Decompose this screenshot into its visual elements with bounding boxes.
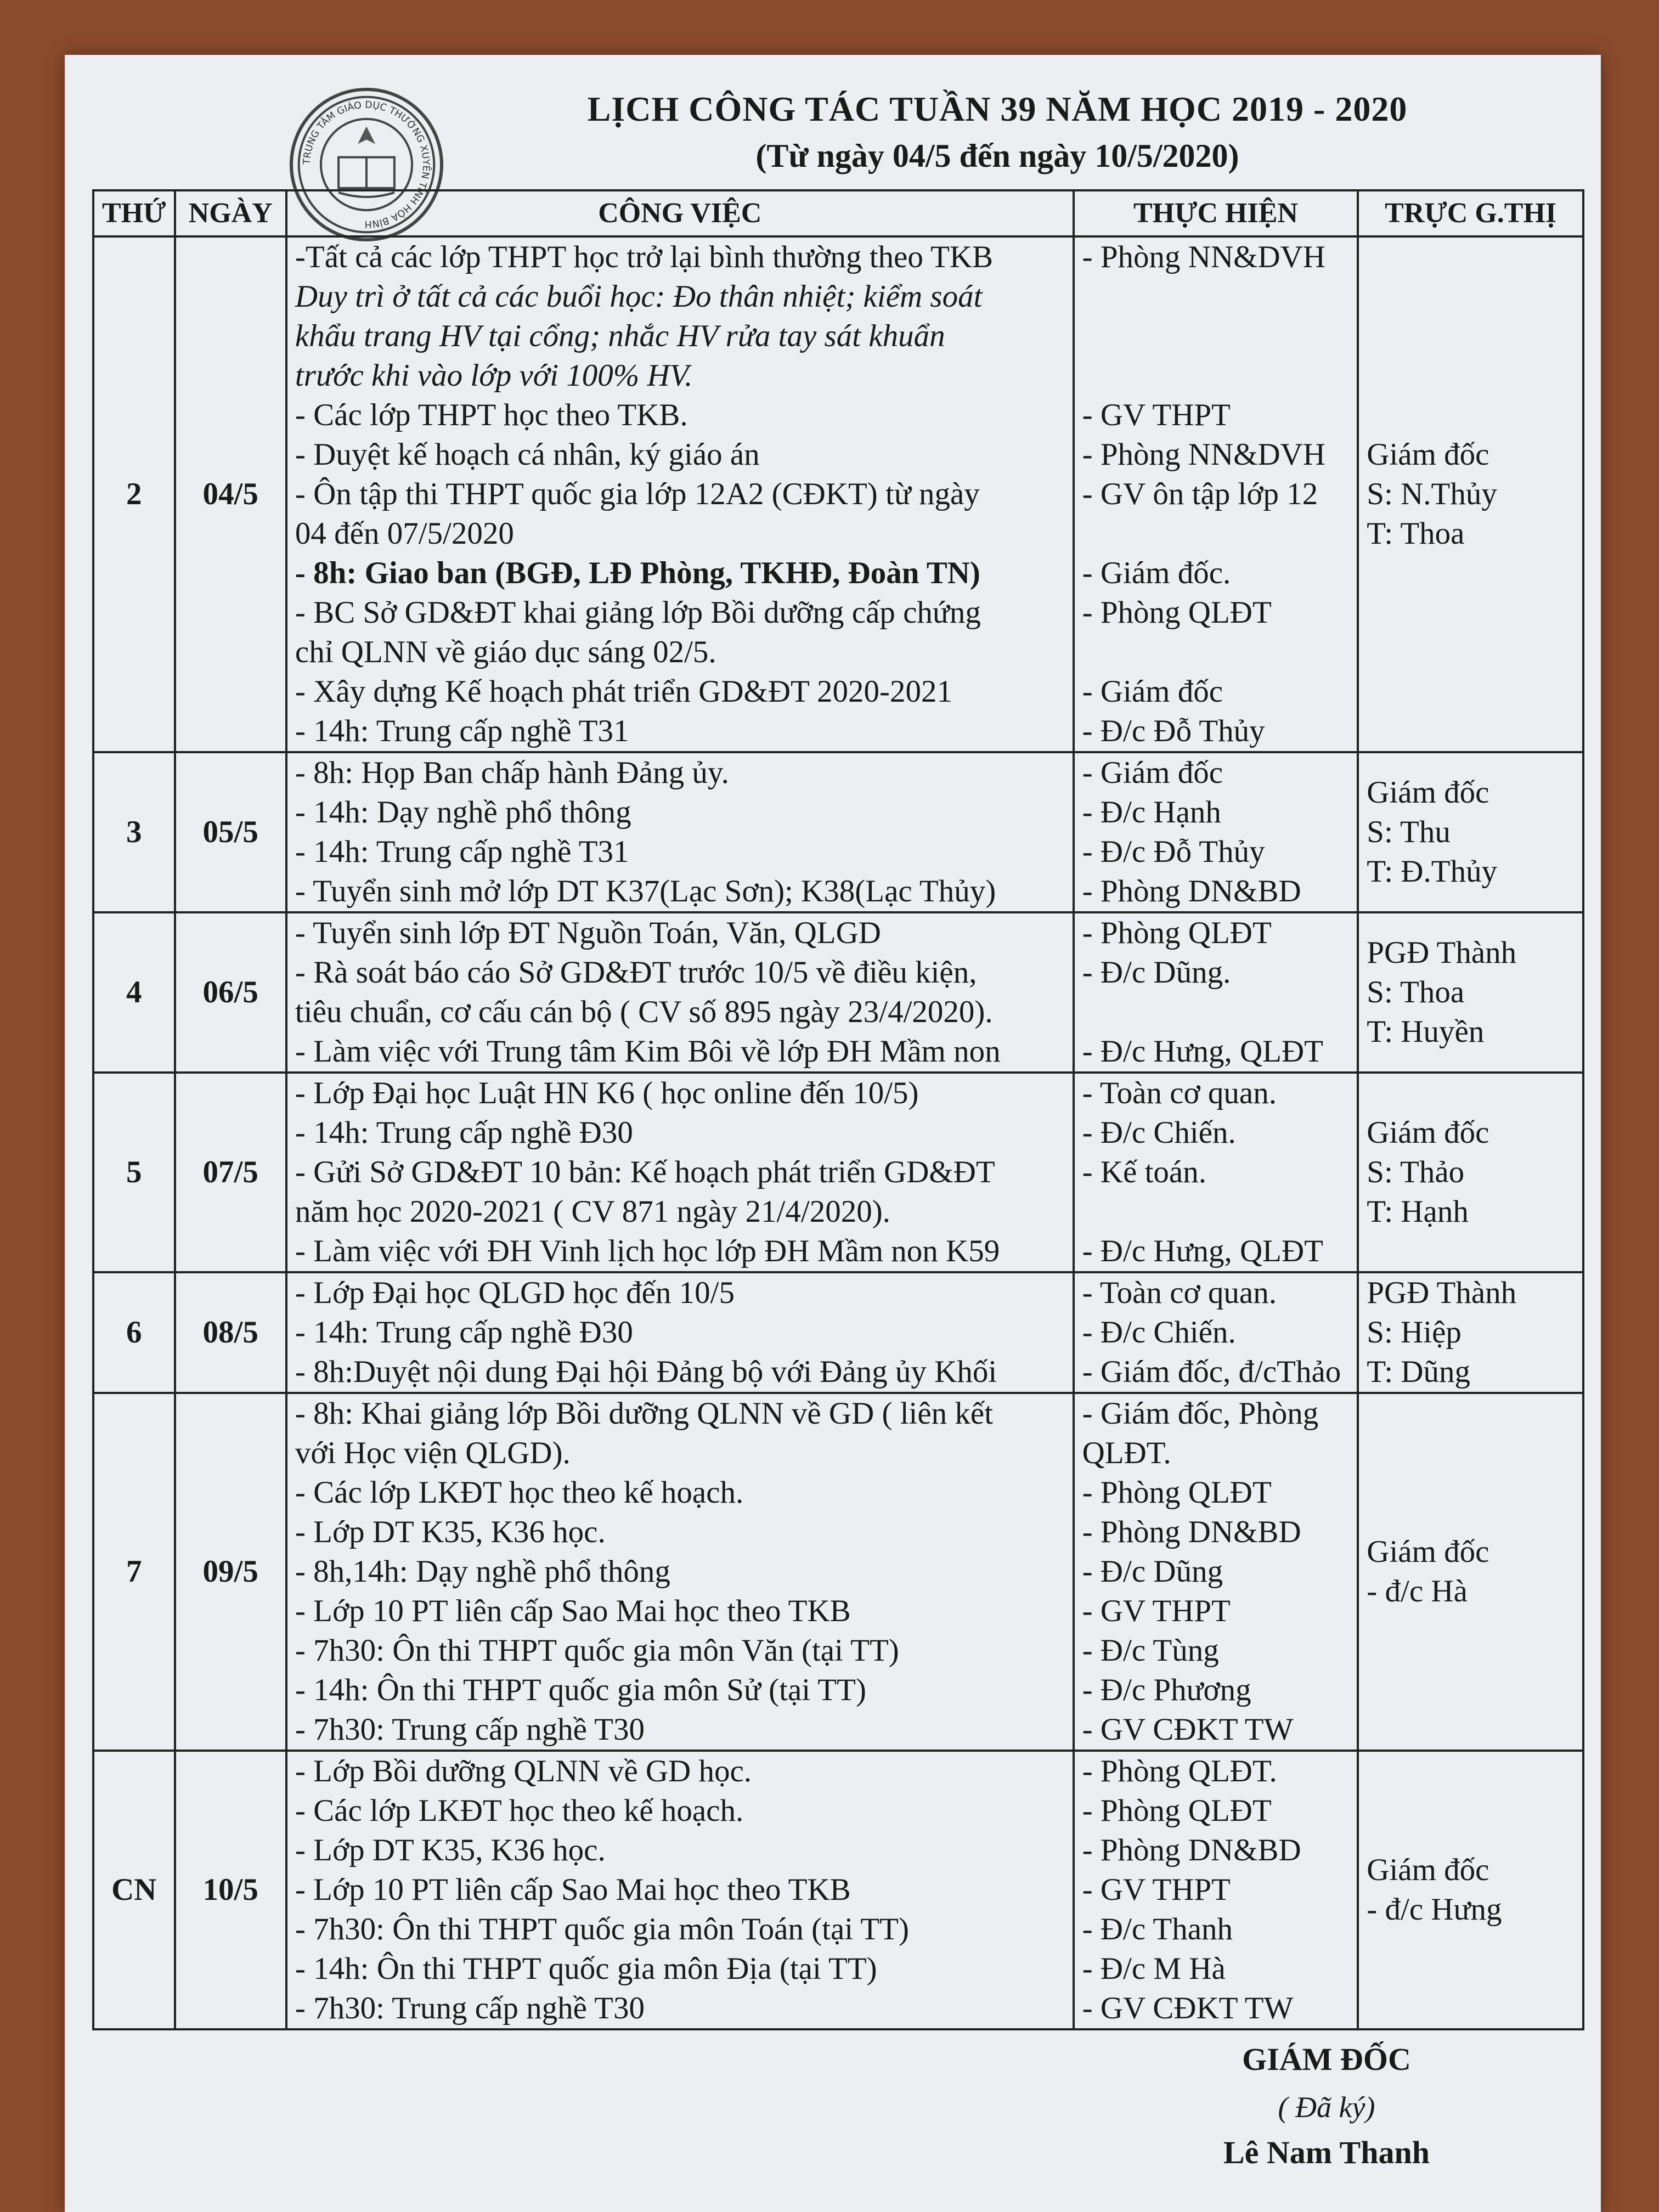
assignee-line: - Phòng DN&BD [1082, 1833, 1301, 1867]
page-title: LỊCH CÔNG TÁC TUẦN 39 NĂM HỌC 2019 - 2020 [587, 89, 1408, 128]
assignee-line: - Giám đốc [1082, 674, 1223, 709]
cell-ngay: 04/5 [175, 236, 286, 752]
cell-thu: 5 [93, 1073, 175, 1272]
task-line: - 7h30: Ôn thi THPT quốc gia môn Văn (tại TT) [295, 1633, 899, 1668]
cell-cong-viec [286, 236, 1074, 752]
cell-thu: 2 [93, 236, 175, 752]
table-row [93, 1393, 1583, 1751]
cell-thuc-hien [1074, 752, 1358, 912]
assignee-line [1082, 317, 1350, 356]
cell-cong-viec [286, 1272, 1074, 1393]
task-line: chỉ QLNN về giáo dục sáng 02/5. [295, 635, 716, 669]
cell-thu: 7 [93, 1393, 175, 1751]
task-line: - Lớp DT K35, K36 học. [295, 1515, 606, 1549]
cell-ngay: 06/5 [175, 912, 286, 1073]
table-row [93, 1751, 1583, 2029]
cell-thu: CN [93, 1751, 175, 2029]
task-line: - 7h30: Trung cấp nghề T30 [295, 1712, 645, 1747]
assignee-line: - GV THPT [1082, 398, 1231, 432]
cell-cong-viec [286, 912, 1074, 1073]
cell-ngay: 05/5 [175, 752, 286, 912]
task-line: - Lớp Đại học Luật HN K6 ( học online đến 10/5) [295, 1076, 919, 1110]
duty-line: Giám đốc [1367, 775, 1489, 810]
task-line: trước khi vào lớp với 100% HV. [295, 358, 693, 393]
assignee-line: - Đ/c Chiến. [1082, 1115, 1236, 1150]
assignee-line: - GV CĐKT TW [1082, 1991, 1294, 2025]
cell-thuc-hien [1074, 1073, 1358, 1272]
cell-truc [1358, 1272, 1583, 1393]
assignee-line: - Phòng QLĐT [1082, 595, 1272, 630]
signature-title: GIÁM ĐỐC [1242, 2041, 1411, 2077]
assignee-line: - Phòng QLĐT [1082, 1793, 1272, 1828]
assignee-line: - Đ/c Tùng [1082, 1633, 1219, 1668]
assignee-line: - Giám đốc. [1082, 556, 1231, 590]
schedule-table [92, 189, 1584, 2030]
task-line: - Làm việc với Trung tâm Kim Bôi về lớp ĐH Mầm non [295, 1034, 1001, 1069]
duty-line: T: Huyền [1367, 1014, 1485, 1049]
document-page [65, 55, 1601, 2212]
duty-line: T: Hạnh [1367, 1194, 1469, 1229]
duty-line: PGĐ Thành [1367, 935, 1517, 970]
assignee-line [1082, 277, 1350, 317]
task-line: - 7h30: Trung cấp nghề T30 [295, 1991, 645, 2025]
cell-thuc-hien [1074, 1393, 1358, 1751]
assignee-line [1082, 992, 1350, 1032]
task-line: - 14h: Trung cấp nghề T31 [295, 834, 629, 869]
assignee-line: - Đ/c Thanh [1082, 1912, 1233, 1946]
task-line: - Lớp 10 PT liên cấp Sao Mai học theo TKB [295, 1872, 851, 1907]
duty-line: Giám đốc [1367, 437, 1489, 472]
cell-thu: 6 [93, 1272, 175, 1393]
assignee-line: - Giám đốc, đ/cThảo [1082, 1355, 1341, 1389]
task-line: - 8h: Giao ban (BGĐ, LĐ Phòng, TKHĐ, Đoàn TN) [295, 556, 980, 590]
assignee-line: - Phòng NN&DVH [1082, 240, 1325, 274]
signature-note: ( Đã ký) [1278, 2091, 1375, 2124]
cell-thuc-hien [1074, 1751, 1358, 2029]
assignee-line: - Đ/c M Hà [1082, 1951, 1226, 1986]
assignee-line: - Đ/c Đỗ Thủy [1082, 714, 1265, 748]
duty-line: S: Thoa [1367, 975, 1465, 1009]
assignee-line: - Phòng DN&BD [1082, 874, 1301, 909]
table-row [93, 752, 1583, 912]
task-line: -Tất cả các lớp THPT học trở lại bình thường theo TKB [295, 240, 994, 274]
assignee-line: - GV CĐKT TW [1082, 1712, 1294, 1747]
task-line: - 8h:Duyệt nội dung Đại hội Đảng bộ với Đảng ủy Khối [295, 1355, 997, 1389]
column-header-truc: TRỰC G.THỊ [1358, 190, 1583, 236]
task-line: - Duyệt kế hoạch cá nhân, ký giáo án [295, 437, 760, 472]
assignee-line: - Giám đốc [1082, 755, 1223, 790]
cell-thuc-hien [1074, 912, 1358, 1073]
cell-cong-viec [286, 1073, 1074, 1272]
assignee-line: - Đ/c Dũng [1082, 1554, 1223, 1589]
assignee-line: - Đ/c Đỗ Thủy [1082, 834, 1265, 869]
assignee-line: - Phòng DN&BD [1082, 1515, 1301, 1549]
task-line: với Học viện QLGD). [295, 1436, 571, 1470]
cell-ngay: 09/5 [175, 1393, 286, 1751]
table-header-row [93, 190, 1583, 236]
assignee-line: - Phòng QLĐT [1082, 916, 1272, 950]
duty-line: T: Thoa [1367, 516, 1465, 551]
task-line: - Các lớp LKĐT học theo kế hoạch. [295, 1475, 744, 1510]
task-line: - Lớp Bồi dưỡng QLNN về GD học. [295, 1754, 752, 1788]
duty-line: Giám đốc [1367, 1534, 1489, 1569]
task-line: - Tuyển sinh lớp ĐT Nguồn Toán, Văn, QLGD [295, 916, 881, 950]
duty-line: S: Thu [1367, 815, 1451, 849]
duty-line: T: Đ.Thủy [1367, 854, 1498, 889]
task-line: - 7h30: Ôn thi THPT quốc gia môn Toán (tại TT) [295, 1912, 909, 1946]
assignee-line: - Đ/c Phương [1082, 1673, 1251, 1707]
cell-truc [1358, 912, 1583, 1073]
cell-thu: 4 [93, 912, 175, 1073]
cell-truc [1358, 752, 1583, 912]
cell-truc [1358, 1751, 1583, 2029]
assignee-line: - Kế toán. [1082, 1155, 1206, 1189]
cell-thuc-hien [1074, 236, 1358, 752]
assignee-line [1082, 633, 1350, 672]
task-line: năm học 2020-2021 ( CV 871 ngày 21/4/2020). [295, 1194, 890, 1229]
duty-line: S: Hiệp [1367, 1315, 1462, 1350]
duty-line: PGĐ Thành [1367, 1276, 1517, 1310]
task-line: - Các lớp LKĐT học theo kế hoạch. [295, 1793, 744, 1828]
cell-thu: 3 [93, 752, 175, 912]
assignee-line: - Giám đốc, Phòng [1082, 1396, 1319, 1431]
task-line: - Lớp Đại học QLGD học đến 10/5 [295, 1276, 735, 1310]
task-line: - 14h: Dạy nghề phổ thông [295, 795, 631, 830]
assignee-line: - GV THPT [1082, 1594, 1231, 1628]
table-row [93, 1073, 1583, 1272]
duty-line: - đ/c Hà [1367, 1574, 1468, 1609]
task-line: - Rà soát báo cáo Sở GD&ĐT trước 10/5 về điều kiện, [295, 955, 977, 990]
cell-truc [1358, 1073, 1583, 1272]
task-line: khẩu trang HV tại cổng; nhắc HV rửa tay sát khuẩn [295, 319, 945, 353]
duty-line: S: N.Thủy [1367, 477, 1497, 511]
duty-line: - đ/c Hưng [1367, 1892, 1502, 1927]
page-subtitle: (Từ ngày 04/5 đến ngày 10/5/2020) [755, 138, 1239, 174]
duty-line: S: Thảo [1367, 1155, 1465, 1189]
task-line: - 14h: Ôn thi THPT quốc gia môn Địa (tại TT) [295, 1951, 877, 1986]
column-header-thu: THỨ [93, 190, 175, 236]
assignee-line: - Phòng QLĐT. [1082, 1754, 1277, 1788]
cell-ngay: 07/5 [175, 1073, 286, 1272]
task-line: - Gửi Sở GD&ĐT 10 bản: Kế hoạch phát triển GD&ĐT [295, 1155, 995, 1189]
column-header-thuc-hien: THỰC HIỆN [1074, 190, 1358, 236]
assignee-line: - Đ/c Dũng. [1082, 955, 1231, 990]
cell-cong-viec [286, 752, 1074, 912]
assignee-line: - Phòng NN&DVH [1082, 437, 1325, 472]
cell-cong-viec [286, 1393, 1074, 1751]
assignee-line: - GV THPT [1082, 1872, 1231, 1907]
task-line: - Lớp DT K35, K36 học. [295, 1833, 606, 1867]
task-line: - 14h: Ôn thi THPT quốc gia môn Sử (tại TT) [295, 1673, 866, 1707]
task-line: - Lớp 10 PT liên cấp Sao Mai học theo TKB [295, 1594, 851, 1628]
assignee-line: - Toàn cơ quan. [1082, 1276, 1277, 1310]
duty-line: Giám đốc [1367, 1115, 1489, 1150]
task-line: - 14h: Trung cấp nghề Đ30 [295, 1115, 633, 1150]
task-line: Duy trì ở tất cả các buổi học: Đo thân nhiệt; kiểm soát [295, 279, 983, 314]
assignee-line: - Toàn cơ quan. [1082, 1076, 1277, 1110]
column-header-ngay: NGÀY [175, 190, 286, 236]
cell-cong-viec [286, 1751, 1074, 2029]
svg-text:TRUNG TÂM GIÁO DỤC THƯỜNG XUYÊ: TRUNG TÂM GIÁO DỤC THƯỜNG XUYÊN TỈNH HÒA BÌNH [301, 99, 432, 230]
assignee-line: - GV ôn tập lớp 12 [1082, 477, 1318, 511]
duty-line: Giám đốc [1367, 1853, 1489, 1887]
task-line: - Tuyển sinh mở lớp DT K37(Lạc Sơn); K38(Lạc Thủy) [295, 874, 996, 909]
assignee-line: - Phòng QLĐT [1082, 1475, 1272, 1510]
signature-name: Lê Nam Thanh [1223, 2135, 1430, 2170]
duty-line: T: Dũng [1367, 1355, 1471, 1389]
task-line: - 8h: Họp Ban chấp hành Đảng ủy. [295, 755, 729, 790]
assignee-line [1082, 356, 1350, 396]
task-line: - Các lớp THPT học theo TKB. [295, 398, 688, 432]
assignee-line [1082, 1192, 1350, 1232]
task-line: - BC Sở GD&ĐT khai giảng lớp Bồi dưỡng cấp chứng [295, 595, 981, 630]
table-row [93, 236, 1583, 752]
cell-thuc-hien [1074, 1272, 1358, 1393]
assignee-line: QLĐT. [1082, 1436, 1171, 1470]
cell-truc [1358, 1393, 1583, 1751]
task-line: - 14h: Trung cấp nghề Đ30 [295, 1315, 633, 1350]
column-header-cong-viec: CÔNG VIỆC [286, 190, 1074, 236]
assignee-line: - Đ/c Hưng, QLĐT [1082, 1234, 1323, 1268]
assignee-line: - Đ/c Chiến. [1082, 1315, 1236, 1350]
task-line: - 8h: Khai giảng lớp Bồi dưỡng QLNN về GD ( liên kết [295, 1396, 994, 1431]
task-line: - Làm việc với ĐH Vinh lịch học lớp ĐH Mầm non K59 [295, 1234, 1000, 1268]
assignee-line: - Đ/c Hạnh [1082, 795, 1221, 830]
task-line: - Xây dựng Kế hoạch phát triển GD&ĐT 2020-2021 [295, 674, 953, 709]
cell-ngay: 08/5 [175, 1272, 286, 1393]
table-row [93, 1272, 1583, 1393]
task-line: - Ôn tập thi THPT quốc gia lớp 12A2 (CĐKT) từ ngày [295, 477, 980, 511]
task-line: - 8h,14h: Dạy nghề phổ thông [295, 1554, 670, 1589]
assignee-line: - Đ/c Hưng, QLĐT [1082, 1034, 1323, 1069]
task-line: 04 đến 07/5/2020 [295, 516, 514, 551]
cell-ngay: 10/5 [175, 1751, 286, 2029]
assignee-line [1082, 514, 1350, 554]
task-line: tiêu chuẩn, cơ cấu cán bộ ( CV số 895 ngày 23/4/2020). [295, 995, 993, 1029]
cell-truc [1358, 236, 1583, 752]
table-row [93, 912, 1583, 1073]
task-line: - 14h: Trung cấp nghề T31 [295, 714, 629, 748]
